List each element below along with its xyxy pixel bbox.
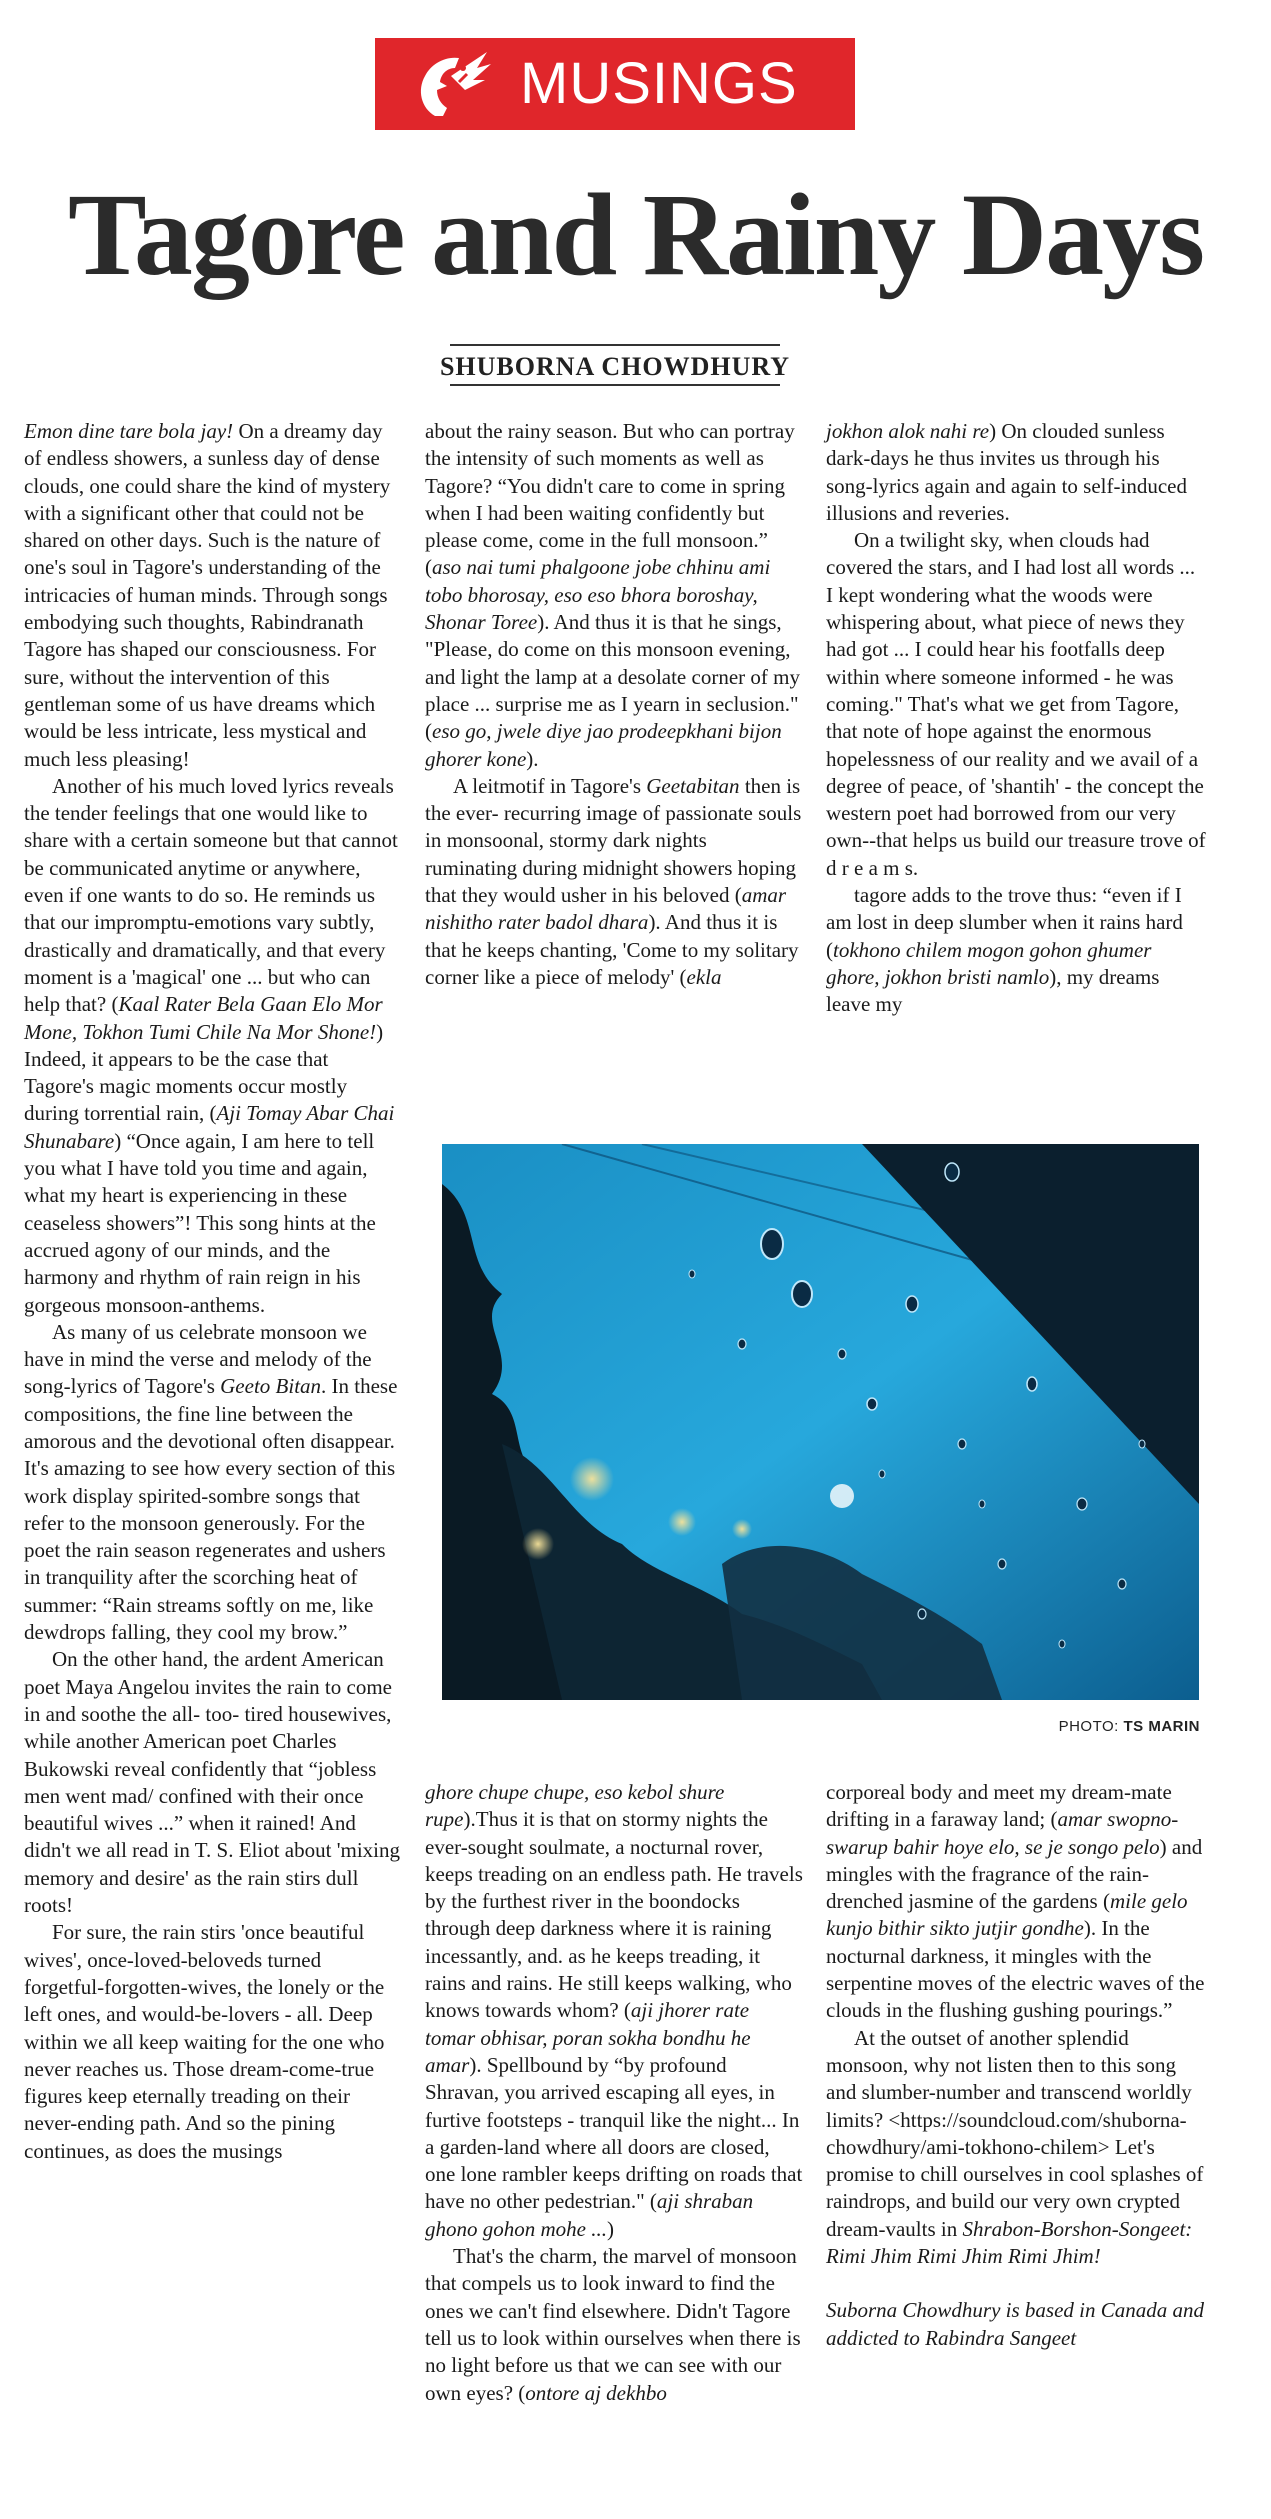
paragraph: jokhon alok nahi re) On clouded sunless dark-days he thus invites us through his song-lyrics again and again to self-induced illusions and reveries. (826, 419, 1187, 525)
article-column-3 (826, 418, 1206, 1019)
quill-profile-icon (407, 46, 497, 122)
paragraph: tagore adds to the trove thus: “even if I am lost in deep slumber when it rains hard (tokhono chilem mogon gohon ghumer ghore, jokhon bristi namlo), my dreams leave my (826, 883, 1183, 1017)
paragraph: about the rainy season. But who can portray the intensity of such moments as well as Tagore? “You didn't care to come in spring when I had been waiting confidently but please come, come in the full monsoon.” (aso nai tumi phalgoone jobe chhinu ami tobo bhorosay, eso eso bhora boroshay, Shonar Toree). And thus it is that he sings, "Please, do come on this monsoon evening, and light the lamp at a desolate corner of my place ... surprise me as I yearn in seclusion." (eso go, jwele diye jao prodeepkhani bijon ghorer kone). (425, 419, 800, 771)
paragraph: On the other hand, the ardent American poet Maya Angelou invites the rain to come in and soothe the all- too- tired housewives, while another American poet Charles Bukowski reveal confidently that “jobless men went mad/ confined with their once beautiful wives ...” when it rained! And didn't we all read in T. S. Eliot about 'mixing memory and desire' as the rain stirs dull roots! (24, 1647, 400, 1918)
paragraph: As many of us celebrate monsoon we have in mind the verse and melody of the song-lyrics of Tagore's Geeto Bitan. In these compositions, the fine line between the amorous and the devotional often disappear. It's amazing to see how every section of this work display spirited-sombre songs that refer to the monsoon generously. For the poet the rain season regenerates and ushers in tranquility after the scorching heat of summer: “Rain streams softly on me, like dewdrops falling, they cool my brow.” (24, 1319, 398, 1645)
rain-window-photo (442, 1144, 1199, 1700)
section-title: MUSINGS (520, 51, 798, 116)
article-column-1 (24, 418, 402, 2165)
paragraph: That's the charm, the marvel of monsoon that compels us to look inward to find the ones we can't find elsewhere. Didn't Tagore tell us to look within ourselves when there is no light before us that we can see with our own eyes? (ontore aj dekhbo (425, 2244, 801, 2405)
paragraph: A leitmotif in Tagore's Geetabitan then is the ever- recurring image of passionate souls in monsoonal, stormy dark nights ruminating during midnight showers hoping that they would usher in his beloved (amar nishitho rater badol dhara). And thus it is that he keeps chanting, 'Come to my solitary corner like a piece of melody' (ekla (425, 773, 802, 989)
paragraph: corporeal body and meet my dream-mate drifting in a faraway land; (amar swopno-swarup bahir hoye elo, se je songo pelo) and mingles with the fragrance of the rain-drenched jasmine of the gardens (mile gelo kunjo bithir sikto jutjir gondhe). In the nocturnal darkness, it mingles with the serpentine moves of the electric waves of the clouds in the flushing gushing pourings.” (826, 1780, 1205, 2023)
rain-photo-illustration (442, 1144, 1199, 1700)
article-column-2 (425, 418, 803, 991)
author-bio: Suborna Chowdhury is based in Canada and addicted to Rabindra Sangeet (826, 2298, 1205, 2350)
article-column-3-continued (826, 1779, 1206, 2352)
byline-rule-bottom (450, 384, 780, 386)
photo-credit: PHOTO: TS MARIN (1058, 1718, 1200, 1735)
paragraph: Another of his much loved lyrics reveals the tender feelings that one would like to share with a certain someone but that cannot be communicated anytime or anywhere, even if one wants to do so. He reminds us that our impromptu-emotions vary subtly, drastically and dramatically, and that every moment is a 'magical' one ... but who can help that? (Kaal Rater Bela Gaan Elo Mor Mone, Tokhon Tumi Chile Na Mor Shone!) Indeed, it appears to be the case that Tagore's magic moments occur mostly during torrential rain, (Aji Tomay Abar Chai Shunabare) “Once again, I am here to tell you what I have told you time and again, what my heart is experiencing in these ceaseless showers”! This song hints at the accrued agony of our minds, and the harmony and rhythm of rain reign in his gorgeous monsoon-anthems. (24, 773, 398, 1317)
byline-rule-top (450, 344, 780, 346)
paragraph: Emon dine tare bola jay! On a dreamy day of endless showers, a sunless day of dense clouds, one could share the kind of mystery with a significant other that could not be shared on other days. Such is the nature of one's soul in Tagore's understanding of the intricacies of human minds. Through songs embodying such thoughts, Rabindranath Tagore has shaped our consciousness. For sure, without the intervention of this gentleman some of us have dreams which would be less intricate, less mystical and much less pleasing! (24, 419, 391, 771)
paragraph: On a twilight sky, when clouds had covered the stars, and I had lost all words ... I kept wondering what the woods were whispering about, what piece of news they had got ... I could hear his footfalls deep within where someone informed - he was coming." That's what we get from Tagore, that note of hope against the enormous hopelessness of our reality and we avail of a degree of peace, of 'shantih' - the concept the western poet had borrowed from our very own--that helps us build our treasure trove of d r e a m s. (826, 528, 1206, 880)
article-headline: Tagore and Rainy Days (67, 169, 1203, 300)
paragraph: ghore chupe chupe, eso kebol shure rupe).Thus it is that on stormy nights the ever-sought soulmate, a nocturnal rover, keeps treading on an endless path. He travels by the furthest river in the boondocks through deep darkness where it is raining incessantly, and. as he keeps treading, it rains and rains. He still keeps walking, who knows towards whom? (aji jhorer rate tomar obhisar, poran sokha bondhu he amar). Spellbound by “by profound Shravan, you arrived escaping all eyes, in furtive footsteps - tranquil like the night... In a garden-land where all doors are closed, one lone rambler keeps drifting on roads that have no other pedestrian." (aji shraban ghono gohon mohe ...) (425, 1780, 803, 2241)
paragraph: At the outset of another splendid monsoon, why not listen then to this song and slumber-number and transcend worldly limits? <https://soundcloud.com/shuborna-chowdhury/ami-tokhono-chilem> Let's promise to chill ourselves in cool splashes of raindrops, and build our very own crypted dream-vaults in Shrabon-Borshon-Songeet: Rimi Jhim Rimi Jhim Rimi Jhim! (826, 2025, 1204, 2269)
paragraph: For sure, the rain stirs 'once beautiful wives', once-loved-beloveds turned forgetful-forgotten-wives, the lonely or the left ones, and would-be-lovers - all. Deep within we all keep waiting for the one who never reaches us. Those dream-come-true figures keep eternally treading on their never-ending path. And so the pining continues, as does the musings (24, 1920, 385, 2163)
article-column-2-continued (425, 1779, 803, 2407)
section-banner (375, 38, 855, 130)
article-byline: SHUBORNA CHOWDHURY (439, 352, 791, 381)
